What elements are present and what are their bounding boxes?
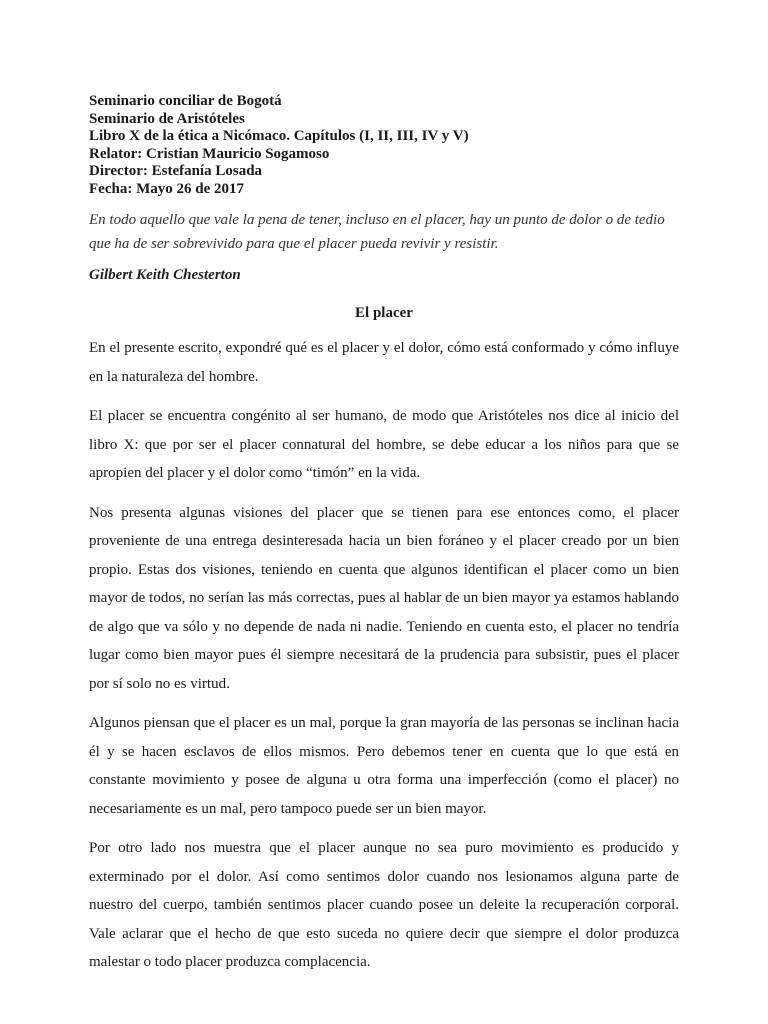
paragraph-pain: Por otro lado nos muestra que el placer aunque no sea puro movimiento es producido y exterminado por el dolor. Así como sentimos dolor cuando nos lesionamos alguna parte de nuestro del cuerpo, también sentimos placer cuando posee un deleite la recuperación corporal. Vale aclarar que el hecho de que esto suceda no quiere decir que siempre el dolor produzca malestar o todo placer produzca complacencia. xyxy=(89,840,679,970)
header-relator: Relator: Cristian Mauricio Sogamoso xyxy=(89,145,330,162)
header-date: Fecha: Mayo 26 de 2017 xyxy=(89,180,244,197)
header-institution: Seminario conciliar de Bogotá xyxy=(89,93,282,109)
document-page xyxy=(89,93,679,977)
paragraph-congenital: El placer se encuentra congénito al ser humano, de modo que Aristóteles nos dice al inicio del libro X: que por ser el placer connatural del hombre, se debe educar a los niños para que se apropien del placer y el dolor como “timón” en la vida. xyxy=(89,408,679,481)
document-body xyxy=(89,334,679,977)
document-header xyxy=(89,93,679,198)
header-seminar: Seminario de Aristóteles xyxy=(89,110,245,127)
section-title: El placer xyxy=(355,305,413,321)
epigraph-author: Gilbert Keith Chesterton xyxy=(89,267,241,283)
paragraph-evil: Algunos piensan que el placer es un mal, porque la gran mayoría de las personas se inclinan hacia él y se hacen esclavos de ellos mismos. Pero debemos tener en cuenta que lo que está en constante movimiento y posee de alguna u otra forma una imperfección (como el placer) no necesariamente es un mal, pero tampoco puede ser un bien mayor. xyxy=(89,715,679,817)
epigraph-quote: En todo aquello que vale la pena de tener, incluso en el placer, hay un punto de dolor o de tedio que ha de ser sobrevivido para que el placer pueda revivir y resistir. xyxy=(89,212,665,252)
header-director: Director: Estefanía Losada xyxy=(89,163,263,179)
paragraph-intro: En el presente escrito, expondré qué es el placer y el dolor, cómo está conformado y cómo influye en la naturaleza del hombre. xyxy=(89,340,679,385)
paragraph-visions: Nos presenta algunas visiones del placer que se tienen para ese entonces como, el placer proveniente de una entrega desinteresada hacia un bien foráneo y el placer creado por un bien propio. Estas dos visiones, teniendo en cuenta que algunos identifican el placer como un bien mayor de todos, no serían las más correctas, pues al hablar de un bien mayor ya estamos hablando de algo que va sólo y no depende de nada ni nadie. Teniendo en cuenta esto, el placer no tendría lugar como bien mayor pues él siempre necesitará de la prudencia para subsistir, pues el placer por sí solo no es virtud. xyxy=(89,504,679,692)
header-book: Libro X de la ética a Nicómaco. Capítulos (I, II, III, IV y V) xyxy=(89,128,469,144)
